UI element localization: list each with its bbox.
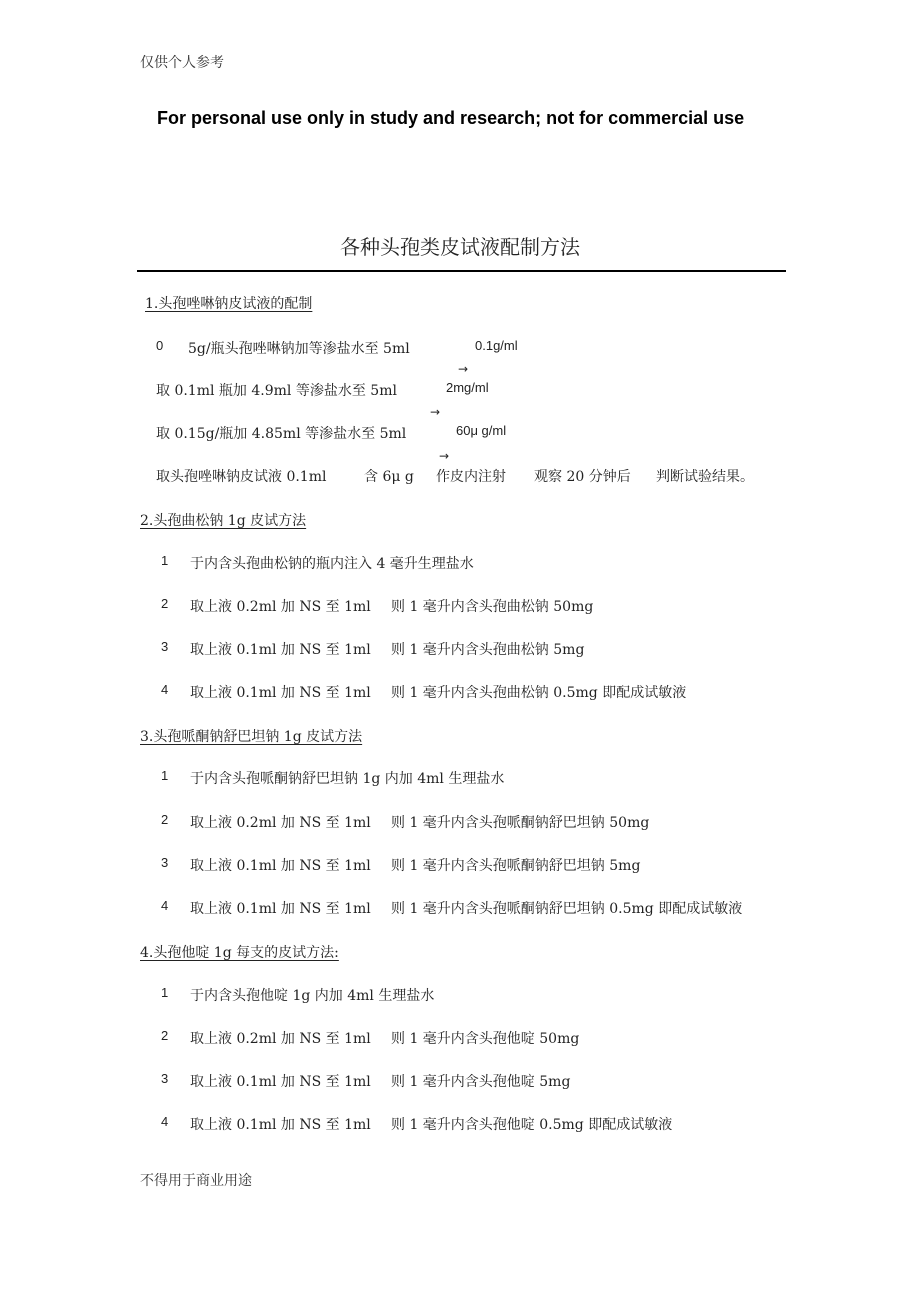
step-text: 取上液 0.1ml 加 NS 至 1ml	[190, 858, 371, 874]
line-2-result: 2mg/ml	[446, 380, 489, 395]
step-text: 取上液 0.1ml 加 NS 至 1ml	[190, 1074, 371, 1090]
step-number: 3	[161, 1071, 169, 1086]
step-text: 于内含头孢曲松钠的瓶内注入 4 毫升生理盐水	[190, 556, 474, 572]
line-4-dose: 含 6μ g	[364, 469, 414, 485]
step-text: 取上液 0.2ml 加 NS 至 1ml	[190, 815, 371, 831]
step-text: 取上液 0.1ml 加 NS 至 1ml	[190, 642, 371, 658]
line-4-observe: 观察 20 分钟后	[534, 469, 631, 485]
step-result: 则 1 毫升内含头孢曲松钠 0.5mg 即配成试敏液	[391, 685, 687, 701]
line-4-text: 取头孢唑啉钠皮试液 0.1ml	[156, 469, 327, 485]
step-number: 2	[161, 596, 169, 611]
step-text: 于内含头孢哌酮钠舒巴坦钠 1g 内加 4ml 生理盐水	[190, 771, 505, 787]
step-text: 于内含头孢他啶 1g 内加 4ml 生理盐水	[190, 988, 435, 1004]
step-result: 则 1 毫升内含头孢哌酮钠舒巴坦钠 50mg	[391, 815, 650, 831]
section-2-heading: 2.头孢曲松钠 1g 皮试方法	[140, 513, 307, 529]
section-4-heading: 4.头孢他啶 1g 每支的皮试方法:	[140, 945, 339, 961]
step-number: 3	[161, 639, 169, 654]
usage-banner: For personal use only in study and research; not for commercial use	[157, 108, 745, 128]
step-text: 取上液 0.1ml 加 NS 至 1ml	[190, 1117, 371, 1133]
line-3-text: 取 0.15g/瓶加 4.85ml 等渗盐水至 5ml	[156, 426, 407, 442]
line-3-result: 60μ g/ml	[456, 423, 507, 438]
step-text: 取上液 0.2ml 加 NS 至 1ml	[190, 1031, 371, 1047]
step-result: 则 1 毫升内含头孢哌酮钠舒巴坦钠 0.5mg 即配成试敏液	[391, 901, 743, 917]
step-result: 则 1 毫升内含头孢他啶 5mg	[391, 1074, 571, 1090]
step-number: 1	[161, 768, 169, 783]
header-note: 仅供个人参考	[140, 55, 224, 71]
section-1-heading: 1.头孢唑啉钠皮试液的配制	[145, 296, 313, 312]
step-number: 3	[161, 855, 169, 870]
line-1-result: 0.1g/ml	[475, 338, 518, 353]
arrow-icon: →	[430, 405, 441, 419]
footer-note: 不得用于商业用途	[140, 1173, 252, 1189]
step-number: 4	[161, 898, 169, 913]
line-1-text: 5g/瓶头孢唑啉钠加等渗盐水至 5ml	[188, 341, 410, 357]
line-4-judge: 判断试验结果。	[656, 469, 754, 485]
step-result: 则 1 毫升内含头孢曲松钠 50mg	[391, 599, 594, 615]
page-title: 各种头孢类皮试液配制方法	[340, 235, 580, 259]
step-number: 4	[161, 682, 169, 697]
step-number: 1	[161, 553, 169, 568]
step-result: 则 1 毫升内含头孢曲松钠 5mg	[391, 642, 585, 658]
step-result: 则 1 毫升内含头孢哌酮钠舒巴坦钠 5mg	[391, 858, 641, 874]
line-2-text: 取 0.1ml 瓶加 4.9ml 等渗盐水至 5ml	[156, 383, 397, 399]
section-3-heading: 3.头孢哌酮钠舒巴坦钠 1g 皮试方法	[140, 729, 363, 745]
step-number: 4	[161, 1114, 169, 1129]
title-divider	[137, 270, 786, 272]
step-number: 2	[161, 1028, 169, 1043]
step-result: 则 1 毫升内含头孢他啶 0.5mg 即配成试敏液	[391, 1117, 673, 1133]
step-number: 1	[161, 985, 169, 1000]
step-number: 2	[161, 812, 169, 827]
arrow-icon: →	[439, 449, 450, 463]
line-4-action: 作皮内注射	[436, 469, 506, 485]
step-result: 则 1 毫升内含头孢他啶 50mg	[391, 1031, 580, 1047]
arrow-icon: →	[458, 362, 469, 376]
line-1-prefix: 0	[156, 338, 164, 353]
step-text: 取上液 0.1ml 加 NS 至 1ml	[190, 901, 371, 917]
step-text: 取上液 0.1ml 加 NS 至 1ml	[190, 685, 371, 701]
step-text: 取上液 0.2ml 加 NS 至 1ml	[190, 599, 371, 615]
